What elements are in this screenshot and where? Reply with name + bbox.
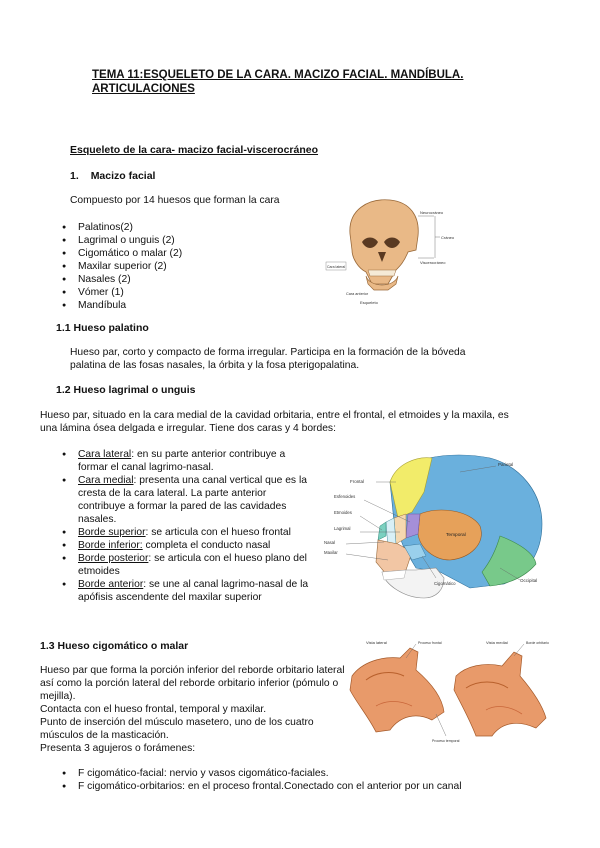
item-text: : se une al canal lagrimo-nasal de la apófisis ascendente del maxilar superior	[78, 579, 309, 603]
item-term: Borde inferior:	[78, 540, 143, 551]
paragraph: Presenta 3 agujeros o forámenes:	[40, 743, 196, 754]
zygomatic-figure	[346, 636, 558, 750]
figure-label: Cráneo	[441, 235, 455, 240]
list-item: ● Maxilar superior (2)	[62, 260, 322, 273]
section-1-3-text	[40, 664, 350, 755]
bones-list	[62, 221, 322, 312]
list-item: ● Lagrimal o unguis (2)	[62, 234, 322, 247]
paragraph: Punto de inserción del músculo masetero, uno de los cuatro músculos de la masticación.	[40, 717, 314, 741]
figure-label: Maxilar	[324, 550, 338, 555]
list-item: ● Vómer (1)	[62, 286, 322, 299]
section-1-intro: Compuesto por 14 huesos que forman la cara	[70, 195, 280, 206]
section-1-title: Macizo facial	[90, 170, 156, 182]
skull-figure	[322, 192, 472, 312]
item-term: Cara medial	[78, 475, 134, 486]
figure-label: Esfenoides	[334, 494, 356, 499]
item-term: Borde posterior	[78, 553, 149, 564]
section-1-number: 1.	[70, 170, 79, 182]
item-term: Cara lateral	[78, 449, 132, 460]
item-text: : se articula con el hueso plano del etmoides	[78, 553, 307, 577]
item-text: completa el conducto nasal	[142, 540, 271, 551]
figure-label: Frontal	[350, 479, 365, 484]
item-text: : en su parte anterior contribuye a formar el canal lagrimo-nasal.	[78, 449, 286, 473]
section-1-3-heading: 1.3 Hueso cigomático o malar	[40, 640, 189, 652]
list-item: ● Palatinos(2)	[62, 221, 322, 234]
list-item	[62, 552, 314, 578]
section-1-2-heading: 1.2 Hueso lagrimal o unguis	[56, 384, 196, 396]
paragraph: Contacta con el hueso frontal, temporal y maxilar.	[40, 704, 267, 715]
item-term: Borde superior	[78, 527, 146, 538]
list-item	[62, 539, 314, 552]
list-item	[62, 526, 314, 539]
list-item: ● F cigomático-orbitarios: en el proceso frontal.Conectado con el anterior por un canal	[62, 780, 532, 793]
figure-label: Etmoides	[334, 510, 352, 515]
item-term: Borde anterior	[78, 579, 144, 590]
figure-label: Parietal	[498, 462, 514, 467]
list-item: ● Nasales (2)	[62, 273, 322, 286]
figure-label: Nasal	[324, 540, 335, 545]
figure-label: Temporal	[446, 533, 466, 538]
figure-label: Lagrimal	[334, 526, 351, 531]
figure-label: Borde orbitario	[526, 641, 549, 645]
figure-label: Cigomático	[434, 581, 456, 586]
list-item	[62, 474, 314, 526]
lateral-skull-figure	[320, 452, 550, 602]
figure-label: Neurocráneo	[420, 210, 444, 215]
item-text: : presenta una canal vertical que es la cresta de la cara lateral. La parte anterior contribuye a formar la pared de las cavidades nasales.	[78, 475, 307, 525]
figure-label: Cara lateral	[327, 265, 346, 269]
section-1-2-text: Hueso par, situado en la cara medial de la cavidad orbitaria, entre el frontal, el etmoides y la maxila, es una lámina ósea delgada e irregular. Tiene dos caras y 4 bordes:	[40, 410, 509, 434]
list-item: ● F cigomático-facial: nervio y vasos cigomático-faciales.	[62, 767, 532, 780]
list-item: ● Mandíbula	[62, 299, 322, 312]
figure-label: Vista medial	[486, 640, 508, 645]
section-1-heading	[70, 170, 155, 182]
figure-label: Viscerocráneo	[420, 260, 446, 265]
figure-label: Proceso frontal	[418, 641, 442, 645]
paragraph: Hueso par que forma la porción inferior del reborde orbitario lateral así como la porción lateral del reborde orbitario inferior (pómulo o mejilla).	[40, 665, 345, 702]
page-title: TEMA 11:ESQUELETO DE LA CARA. MACIZO FACIAL. MANDÍBULA. ARTICULACIONES	[92, 69, 464, 95]
list-item	[62, 448, 314, 474]
section-heading: Esqueleto de la cara- macizo facial-viscerocráneo	[70, 144, 319, 156]
figure-label: Vista lateral	[366, 640, 387, 645]
section-1-1-text: Hueso par, corto y compacto de forma irregular. Participa en la formación de la bóveda palatina de las fosas nasales, la órbita y la fosa pterigopalatina.	[70, 347, 466, 371]
figure-label: Proceso temporal	[432, 739, 460, 743]
list-item: ● Cigomático o malar (2)	[62, 247, 322, 260]
figure-label: Occipital	[520, 578, 538, 583]
item-text: : se articula con el hueso frontal	[145, 527, 291, 538]
list-item	[62, 578, 314, 604]
section-1-1-heading: 1.1 Hueso palatino	[56, 322, 149, 334]
lacrimal-list	[62, 448, 314, 604]
figure-label: Cara anterior	[346, 292, 369, 296]
foramina-list	[62, 767, 532, 793]
figure-caption: Esqueleto	[360, 300, 378, 305]
